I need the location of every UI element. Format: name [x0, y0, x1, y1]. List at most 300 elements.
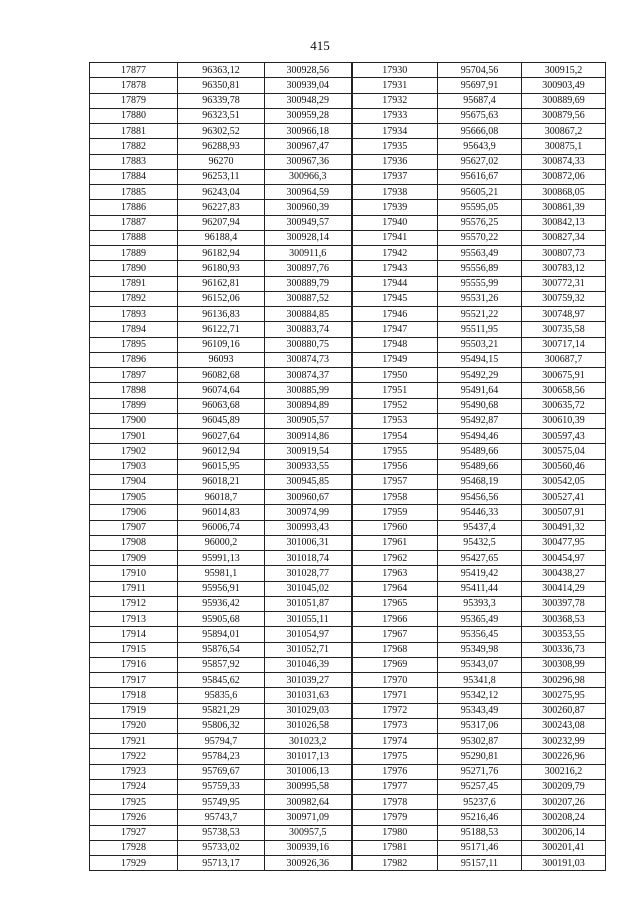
cell-x-coordinate: 96323,51: [178, 108, 265, 123]
cell-y-coordinate: 300874,33: [522, 154, 606, 169]
cell-point-number: 17881: [90, 124, 178, 139]
cell-point-number: 17903: [90, 459, 178, 474]
cell-y-coordinate: 301006,31: [265, 535, 352, 550]
cell-y-coordinate: 300867,2: [522, 124, 606, 139]
cell-x-coordinate: 96082,68: [178, 368, 265, 383]
cell-y-coordinate: 300861,39: [522, 200, 606, 215]
cell-x-coordinate: 95991,13: [178, 551, 265, 566]
cell-x-coordinate: 95446,33: [438, 505, 522, 520]
table-row: [90, 459, 606, 474]
cell-x-coordinate: 96270: [178, 154, 265, 169]
cell-point-number: 17888: [90, 230, 178, 245]
cell-x-coordinate: 95697,91: [438, 78, 522, 93]
cell-x-coordinate: 95845,62: [178, 673, 265, 688]
cell-point-number: 17966: [352, 612, 438, 627]
cell-y-coordinate: 300883,74: [265, 322, 352, 337]
cell-point-number: 17958: [352, 490, 438, 505]
cell-x-coordinate: 95491,64: [438, 383, 522, 398]
cell-x-coordinate: 96018,7: [178, 490, 265, 505]
cell-x-coordinate: 95643,9: [438, 139, 522, 154]
cell-point-number: 17923: [90, 764, 178, 779]
table-row: [90, 307, 606, 322]
coordinates-table-body: [90, 63, 606, 871]
cell-x-coordinate: 95427,65: [438, 551, 522, 566]
cell-point-number: 17929: [90, 856, 178, 871]
table-row: [90, 276, 606, 291]
cell-x-coordinate: 95956,91: [178, 581, 265, 596]
cell-point-number: 17884: [90, 169, 178, 184]
cell-x-coordinate: 95511,95: [438, 322, 522, 337]
cell-x-coordinate: 95821,29: [178, 703, 265, 718]
cell-y-coordinate: 300982,64: [265, 795, 352, 810]
cell-x-coordinate: 95555,99: [438, 276, 522, 291]
cell-x-coordinate: 95157,11: [438, 856, 522, 871]
cell-y-coordinate: 301046,39: [265, 657, 352, 672]
cell-y-coordinate: 300454,97: [522, 551, 606, 566]
cell-y-coordinate: 301054,97: [265, 627, 352, 642]
cell-x-coordinate: 96162,81: [178, 276, 265, 291]
cell-x-coordinate: 96000,2: [178, 535, 265, 550]
cell-x-coordinate: 95738,53: [178, 825, 265, 840]
cell-point-number: 17898: [90, 383, 178, 398]
cell-point-number: 17892: [90, 291, 178, 306]
table-row: [90, 764, 606, 779]
cell-y-coordinate: 301031,63: [265, 688, 352, 703]
table-row: [90, 444, 606, 459]
cell-y-coordinate: 300201,41: [522, 840, 606, 855]
cell-point-number: 17937: [352, 169, 438, 184]
cell-x-coordinate: 95666,08: [438, 124, 522, 139]
cell-x-coordinate: 95784,23: [178, 749, 265, 764]
table-row: [90, 93, 606, 108]
cell-x-coordinate: 95419,42: [438, 566, 522, 581]
cell-x-coordinate: 95627,02: [438, 154, 522, 169]
cell-x-coordinate: 95570,22: [438, 230, 522, 245]
cell-y-coordinate: 300905,57: [265, 413, 352, 428]
cell-y-coordinate: 300939,04: [265, 78, 352, 93]
cell-y-coordinate: 300911,6: [265, 246, 352, 261]
cell-y-coordinate: 300336,73: [522, 642, 606, 657]
cell-point-number: 17902: [90, 444, 178, 459]
cell-x-coordinate: 96339,78: [178, 93, 265, 108]
cell-x-coordinate: 95835,6: [178, 688, 265, 703]
cell-x-coordinate: 96207,94: [178, 215, 265, 230]
cell-point-number: 17964: [352, 581, 438, 596]
cell-y-coordinate: 301023,2: [265, 734, 352, 749]
cell-x-coordinate: 96014,83: [178, 505, 265, 520]
cell-x-coordinate: 96243,04: [178, 185, 265, 200]
cell-x-coordinate: 95769,67: [178, 764, 265, 779]
cell-x-coordinate: 95563,49: [438, 246, 522, 261]
cell-y-coordinate: 300191,03: [522, 856, 606, 871]
cell-x-coordinate: 95494,15: [438, 352, 522, 367]
cell-point-number: 17907: [90, 520, 178, 535]
cell-y-coordinate: 300243,08: [522, 718, 606, 733]
table-row: [90, 856, 606, 871]
cell-x-coordinate: 95675,63: [438, 108, 522, 123]
cell-y-coordinate: 300964,59: [265, 185, 352, 200]
cell-y-coordinate: 300967,47: [265, 139, 352, 154]
cell-x-coordinate: 95432,5: [438, 535, 522, 550]
table-row: [90, 505, 606, 520]
cell-y-coordinate: 300874,37: [265, 368, 352, 383]
cell-point-number: 17886: [90, 200, 178, 215]
cell-y-coordinate: 300960,39: [265, 200, 352, 215]
cell-point-number: 17936: [352, 154, 438, 169]
cell-x-coordinate: 95595,05: [438, 200, 522, 215]
cell-y-coordinate: 300206,14: [522, 825, 606, 840]
cell-y-coordinate: 301029,03: [265, 703, 352, 718]
cell-x-coordinate: 95468,19: [438, 474, 522, 489]
cell-y-coordinate: 300560,46: [522, 459, 606, 474]
cell-point-number: 17981: [352, 840, 438, 855]
cell-y-coordinate: 300957,5: [265, 825, 352, 840]
cell-point-number: 17973: [352, 718, 438, 733]
cell-point-number: 17889: [90, 246, 178, 261]
cell-x-coordinate: 95237,6: [438, 795, 522, 810]
cell-x-coordinate: 96015,95: [178, 459, 265, 474]
cell-point-number: 17877: [90, 63, 178, 78]
cell-point-number: 17915: [90, 642, 178, 657]
cell-y-coordinate: 300610,39: [522, 413, 606, 428]
table-row: [90, 200, 606, 215]
cell-y-coordinate: 300748,97: [522, 307, 606, 322]
table-row: [90, 429, 606, 444]
cell-y-coordinate: 300717,14: [522, 337, 606, 352]
cell-point-number: 17901: [90, 429, 178, 444]
cell-x-coordinate: 95302,87: [438, 734, 522, 749]
cell-x-coordinate: 96074,64: [178, 383, 265, 398]
cell-point-number: 17883: [90, 154, 178, 169]
cell-y-coordinate: 300772,31: [522, 276, 606, 291]
cell-point-number: 17913: [90, 612, 178, 627]
cell-x-coordinate: 95356,45: [438, 627, 522, 642]
table-row: [90, 718, 606, 733]
cell-y-coordinate: 301018,74: [265, 551, 352, 566]
cell-point-number: 17933: [352, 108, 438, 123]
cell-y-coordinate: 300966,18: [265, 124, 352, 139]
cell-x-coordinate: 95343,07: [438, 657, 522, 672]
cell-point-number: 17878: [90, 78, 178, 93]
cell-y-coordinate: 300889,79: [265, 276, 352, 291]
cell-y-coordinate: 300894,89: [265, 398, 352, 413]
cell-point-number: 17914: [90, 627, 178, 642]
table-row: [90, 673, 606, 688]
cell-point-number: 17917: [90, 673, 178, 688]
cell-x-coordinate: 95290,81: [438, 749, 522, 764]
cell-y-coordinate: 300687,7: [522, 352, 606, 367]
cell-point-number: 17927: [90, 825, 178, 840]
cell-y-coordinate: 300887,52: [265, 291, 352, 306]
cell-x-coordinate: 95494,46: [438, 429, 522, 444]
cell-point-number: 17939: [352, 200, 438, 215]
cell-y-coordinate: 300974,99: [265, 505, 352, 520]
cell-point-number: 17948: [352, 337, 438, 352]
table-row: [90, 398, 606, 413]
cell-point-number: 17904: [90, 474, 178, 489]
cell-x-coordinate: 95521,22: [438, 307, 522, 322]
cell-x-coordinate: 95857,92: [178, 657, 265, 672]
cell-point-number: 17945: [352, 291, 438, 306]
table-row: [90, 749, 606, 764]
table-row: [90, 596, 606, 611]
table-row: [90, 642, 606, 657]
table-row: [90, 795, 606, 810]
cell-point-number: 17934: [352, 124, 438, 139]
cell-y-coordinate: 300438,27: [522, 566, 606, 581]
cell-y-coordinate: 300842,13: [522, 215, 606, 230]
table-row: [90, 551, 606, 566]
cell-point-number: 17895: [90, 337, 178, 352]
cell-x-coordinate: 95393,3: [438, 596, 522, 611]
cell-x-coordinate: 95733,02: [178, 840, 265, 855]
cell-point-number: 17947: [352, 322, 438, 337]
cell-point-number: 17926: [90, 810, 178, 825]
cell-point-number: 17940: [352, 215, 438, 230]
cell-y-coordinate: 300885,99: [265, 383, 352, 398]
cell-x-coordinate: 96012,94: [178, 444, 265, 459]
cell-point-number: 17879: [90, 93, 178, 108]
table-row: [90, 581, 606, 596]
cell-point-number: 17949: [352, 352, 438, 367]
cell-point-number: 17972: [352, 703, 438, 718]
cell-y-coordinate: 300527,41: [522, 490, 606, 505]
cell-y-coordinate: 300207,26: [522, 795, 606, 810]
cell-point-number: 17959: [352, 505, 438, 520]
cell-x-coordinate: 95605,21: [438, 185, 522, 200]
cell-y-coordinate: 300948,29: [265, 93, 352, 108]
cell-point-number: 17900: [90, 413, 178, 428]
cell-y-coordinate: 300275,95: [522, 688, 606, 703]
cell-x-coordinate: 96122,71: [178, 322, 265, 337]
cell-point-number: 17938: [352, 185, 438, 200]
cell-x-coordinate: 95704,56: [438, 63, 522, 78]
cell-x-coordinate: 95576,25: [438, 215, 522, 230]
table-row: [90, 612, 606, 627]
cell-y-coordinate: 301006,13: [265, 764, 352, 779]
cell-point-number: 17919: [90, 703, 178, 718]
cell-x-coordinate: 95759,33: [178, 779, 265, 794]
cell-point-number: 17882: [90, 139, 178, 154]
cell-point-number: 17950: [352, 368, 438, 383]
cell-x-coordinate: 96227,83: [178, 200, 265, 215]
cell-point-number: 17880: [90, 108, 178, 123]
cell-x-coordinate: 95905,68: [178, 612, 265, 627]
table-row: [90, 810, 606, 825]
cell-point-number: 17979: [352, 810, 438, 825]
cell-point-number: 17891: [90, 276, 178, 291]
cell-point-number: 17961: [352, 535, 438, 550]
cell-y-coordinate: 300926,36: [265, 856, 352, 871]
cell-x-coordinate: 95342,12: [438, 688, 522, 703]
cell-y-coordinate: 301026,58: [265, 718, 352, 733]
table-row: [90, 337, 606, 352]
table-row: [90, 246, 606, 261]
table-row: [90, 108, 606, 123]
cell-point-number: 17896: [90, 352, 178, 367]
cell-y-coordinate: 300949,57: [265, 215, 352, 230]
cell-y-coordinate: 300880,75: [265, 337, 352, 352]
cell-point-number: 17916: [90, 657, 178, 672]
cell-x-coordinate: 95713,17: [178, 856, 265, 871]
cell-x-coordinate: 96018,21: [178, 474, 265, 489]
table-row: [90, 520, 606, 535]
cell-y-coordinate: 300308,99: [522, 657, 606, 672]
cell-point-number: 17941: [352, 230, 438, 245]
cell-x-coordinate: 96188,4: [178, 230, 265, 245]
cell-point-number: 17976: [352, 764, 438, 779]
cell-point-number: 17971: [352, 688, 438, 703]
table-row: [90, 474, 606, 489]
cell-y-coordinate: 300491,32: [522, 520, 606, 535]
cell-x-coordinate: 95894,01: [178, 627, 265, 642]
cell-x-coordinate: 95531,26: [438, 291, 522, 306]
cell-point-number: 17969: [352, 657, 438, 672]
cell-y-coordinate: 301028,77: [265, 566, 352, 581]
cell-x-coordinate: 96288,93: [178, 139, 265, 154]
cell-x-coordinate: 95743,7: [178, 810, 265, 825]
cell-point-number: 17968: [352, 642, 438, 657]
cell-x-coordinate: 95171,46: [438, 840, 522, 855]
cell-x-coordinate: 95456,56: [438, 490, 522, 505]
cell-x-coordinate: 95876,54: [178, 642, 265, 657]
cell-y-coordinate: 301051,87: [265, 596, 352, 611]
cell-point-number: 17974: [352, 734, 438, 749]
cell-x-coordinate: 96109,16: [178, 337, 265, 352]
cell-y-coordinate: 301045,02: [265, 581, 352, 596]
cell-x-coordinate: 95271,76: [438, 764, 522, 779]
cell-y-coordinate: 300507,91: [522, 505, 606, 520]
cell-point-number: 17975: [352, 749, 438, 764]
cell-point-number: 17942: [352, 246, 438, 261]
cell-x-coordinate: 95806,32: [178, 718, 265, 733]
cell-x-coordinate: 95492,87: [438, 413, 522, 428]
cell-point-number: 17967: [352, 627, 438, 642]
cell-y-coordinate: 301039,27: [265, 673, 352, 688]
cell-point-number: 17912: [90, 596, 178, 611]
table-row: [90, 734, 606, 749]
cell-y-coordinate: 300368,53: [522, 612, 606, 627]
cell-x-coordinate: 96063,68: [178, 398, 265, 413]
table-row: [90, 124, 606, 139]
cell-x-coordinate: 95257,45: [438, 779, 522, 794]
cell-point-number: 17925: [90, 795, 178, 810]
table-row: [90, 261, 606, 276]
cell-point-number: 17899: [90, 398, 178, 413]
table-row: [90, 657, 606, 672]
cell-x-coordinate: 95503,21: [438, 337, 522, 352]
coordinates-table: [89, 62, 606, 871]
cell-y-coordinate: 300807,73: [522, 246, 606, 261]
cell-point-number: 17957: [352, 474, 438, 489]
cell-point-number: 17931: [352, 78, 438, 93]
cell-point-number: 17885: [90, 185, 178, 200]
cell-y-coordinate: 300874,73: [265, 352, 352, 367]
cell-point-number: 17951: [352, 383, 438, 398]
cell-point-number: 17905: [90, 490, 178, 505]
cell-x-coordinate: 96363,12: [178, 63, 265, 78]
cell-point-number: 17978: [352, 795, 438, 810]
table-row: [90, 63, 606, 78]
cell-y-coordinate: 300827,34: [522, 230, 606, 245]
cell-point-number: 17956: [352, 459, 438, 474]
cell-point-number: 17920: [90, 718, 178, 733]
cell-y-coordinate: 300875,1: [522, 139, 606, 154]
cell-x-coordinate: 96350,81: [178, 78, 265, 93]
cell-y-coordinate: 300959,28: [265, 108, 352, 123]
cell-y-coordinate: 300928,56: [265, 63, 352, 78]
cell-y-coordinate: 300208,24: [522, 810, 606, 825]
table-row: [90, 215, 606, 230]
cell-x-coordinate: 95343,49: [438, 703, 522, 718]
cell-y-coordinate: 300903,49: [522, 78, 606, 93]
page-number: 415: [310, 38, 330, 53]
cell-x-coordinate: 96253,11: [178, 169, 265, 184]
cell-point-number: 17954: [352, 429, 438, 444]
cell-point-number: 17960: [352, 520, 438, 535]
table-row: [90, 230, 606, 245]
table-row: [90, 688, 606, 703]
cell-x-coordinate: 96182,94: [178, 246, 265, 261]
cell-x-coordinate: 95556,89: [438, 261, 522, 276]
table-row: [90, 322, 606, 337]
cell-x-coordinate: 95489,66: [438, 444, 522, 459]
cell-point-number: 17932: [352, 93, 438, 108]
cell-point-number: 17924: [90, 779, 178, 794]
cell-x-coordinate: 95188,53: [438, 825, 522, 840]
table-row: [90, 291, 606, 306]
cell-y-coordinate: 300966,3: [265, 169, 352, 184]
cell-point-number: 17952: [352, 398, 438, 413]
cell-y-coordinate: 300658,56: [522, 383, 606, 398]
cell-y-coordinate: 300575,04: [522, 444, 606, 459]
cell-y-coordinate: 301052,71: [265, 642, 352, 657]
cell-y-coordinate: 300216,2: [522, 764, 606, 779]
cell-point-number: 17944: [352, 276, 438, 291]
cell-y-coordinate: 300971,09: [265, 810, 352, 825]
table-row: [90, 78, 606, 93]
cell-point-number: 17935: [352, 139, 438, 154]
cell-point-number: 17893: [90, 307, 178, 322]
cell-point-number: 17943: [352, 261, 438, 276]
cell-point-number: 17918: [90, 688, 178, 703]
cell-point-number: 17953: [352, 413, 438, 428]
table-row: [90, 169, 606, 184]
cell-y-coordinate: 300993,43: [265, 520, 352, 535]
cell-y-coordinate: 300635,72: [522, 398, 606, 413]
cell-point-number: 17928: [90, 840, 178, 855]
table-row: [90, 627, 606, 642]
cell-y-coordinate: 300897,76: [265, 261, 352, 276]
cell-point-number: 17962: [352, 551, 438, 566]
table-row: [90, 352, 606, 367]
cell-x-coordinate: 95317,06: [438, 718, 522, 733]
table-row: [90, 185, 606, 200]
cell-point-number: 17911: [90, 581, 178, 596]
cell-point-number: 17963: [352, 566, 438, 581]
cell-x-coordinate: 95216,46: [438, 810, 522, 825]
cell-y-coordinate: 300967,36: [265, 154, 352, 169]
cell-y-coordinate: 300209,79: [522, 779, 606, 794]
table-row: [90, 535, 606, 550]
cell-point-number: 17946: [352, 307, 438, 322]
cell-y-coordinate: 300879,56: [522, 108, 606, 123]
cell-y-coordinate: 300759,32: [522, 291, 606, 306]
cell-point-number: 17887: [90, 215, 178, 230]
cell-y-coordinate: 300414,29: [522, 581, 606, 596]
cell-x-coordinate: 95749,95: [178, 795, 265, 810]
cell-y-coordinate: 300477,95: [522, 535, 606, 550]
